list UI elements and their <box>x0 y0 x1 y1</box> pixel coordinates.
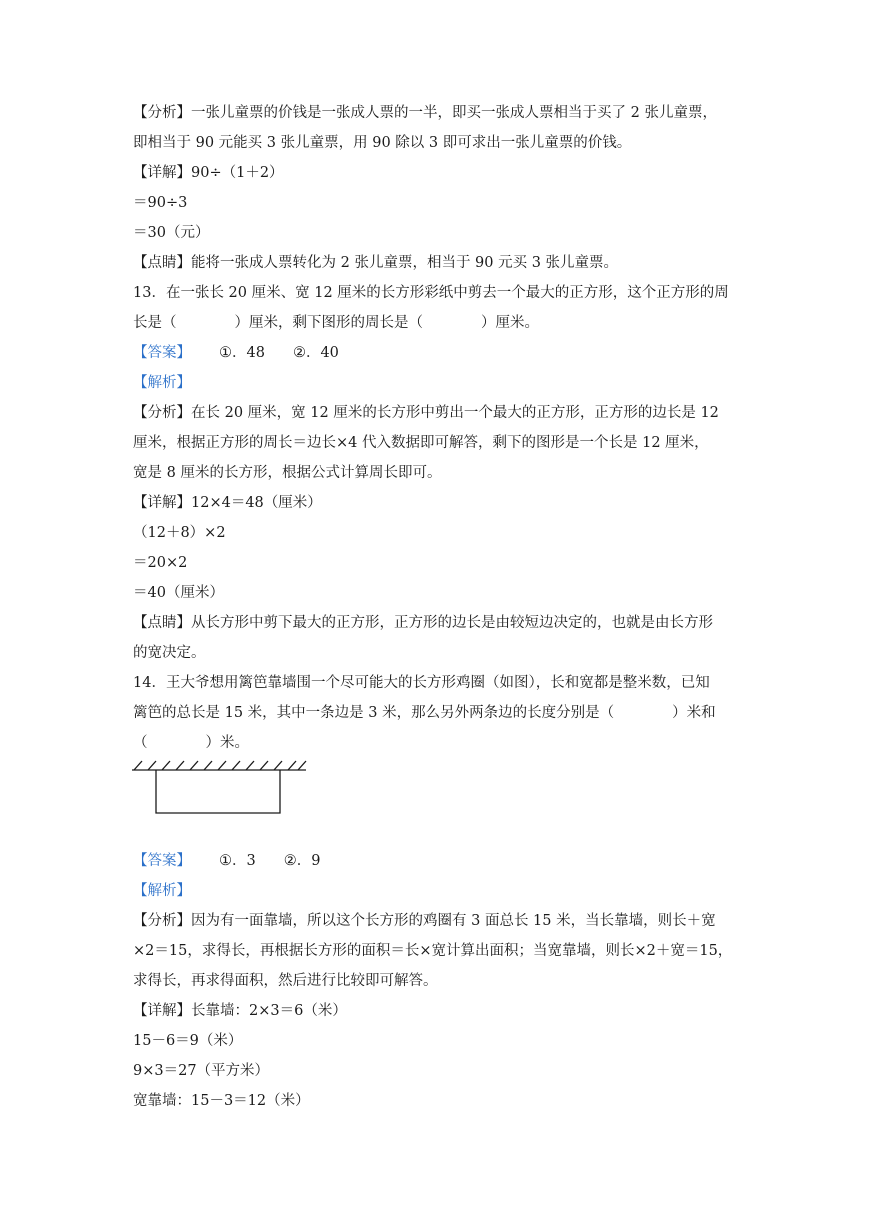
question-14-text: 篱笆的总长是 15 米，其中一条边是 3 米，那么另外两条边的长度分别是（ ）米和 <box>133 705 716 721</box>
answer-2: ②．9 <box>283 853 321 869</box>
question-13-text: 13．在一张长 20 厘米、宽 12 厘米的长方形彩纸中剪去一个最大的正方形，这个正方形的周 <box>133 285 729 301</box>
text-line: 宽靠墙：15－3＝12（米） <box>133 1093 310 1109</box>
text-line: 【详解】长靠墙：2×3＝6（米） <box>133 1003 347 1019</box>
text-line: 9×3＝27（平方米） <box>133 1063 270 1079</box>
answer-tag: 【答案】 <box>133 853 191 869</box>
text-line: ＝20×2 <box>133 555 188 571</box>
text-line: 求得长，再求得面积，然后进行比较即可解答。 <box>133 973 438 989</box>
answer-row-13 <box>133 343 339 363</box>
answer-1: ①．48 <box>219 345 265 361</box>
wall-hatching <box>134 761 306 770</box>
answer-row-14 <box>133 851 320 871</box>
text-line: 【分析】一张儿童票的价钱是一张成人票的一半，即买一张成人票相当于买了 2 张儿童票， <box>133 105 717 121</box>
text-line: 【点睛】从长方形中剪下最大的正方形，正方形的边长是由较短边决定的，也就是由长方形 <box>133 615 713 631</box>
text-line: ×2＝15，求得长，再根据长方形的面积＝长×宽计算出面积；当宽靠墙，则长×2＋宽＝15， <box>133 943 733 959</box>
analysis-tag: 【解析】 <box>133 883 191 899</box>
text-line: ＝40（厘米） <box>133 585 224 601</box>
text-line: 15－6＝9（米） <box>133 1033 243 1049</box>
text-line: 【详解】90÷（1＋2） <box>133 165 284 181</box>
text-line: 宽是 8 厘米的长方形，根据公式计算周长即可。 <box>133 465 442 481</box>
text-line: 【分析】因为有一面靠墙，所以这个长方形的鸡圈有 3 面总长 15 米，当长靠墙，则长＋宽 <box>133 913 716 929</box>
answer-2: ②．40 <box>292 345 339 361</box>
text-line: 厘米，根据正方形的周长＝边长×4 代入数据即可解答，剩下的图形是一个长是 12 厘米， <box>133 435 709 451</box>
text-line: （12＋8）×2 <box>133 525 226 541</box>
question-14-text: 14．王大爷想用篱笆靠墙围一个尽可能大的长方形鸡圈（如图），长和宽都是整米数，已知 <box>133 675 710 691</box>
text-line: ＝30（元） <box>133 225 210 241</box>
text-line: 【详解】12×4＝48（厘米） <box>133 495 322 511</box>
text-line: ＝90÷3 <box>133 195 188 211</box>
answer-1: ①．3 <box>219 853 256 869</box>
text-line: 【点睛】能将一张成人票转化为 2 张儿童票，相当于 90 元买 3 张儿童票。 <box>133 255 619 271</box>
question-14-text: （ ）米。 <box>133 735 249 751</box>
fence-wall-figure <box>130 758 310 818</box>
text-line: 的宽决定。 <box>133 645 206 661</box>
question-13-text: 长是（ ）厘米，剩下图形的周长是（ ）厘米。 <box>133 315 539 331</box>
answer-tag: 【答案】 <box>133 345 191 361</box>
text-line: 即相当于 90 元能买 3 张儿童票，用 90 除以 3 即可求出一张儿童票的价钱。 <box>133 135 632 151</box>
text-line: 【分析】在长 20 厘米，宽 12 厘米的长方形中剪出一个最大的正方形，正方形的边长是 12 <box>133 405 719 421</box>
fence-rectangle <box>156 770 280 813</box>
analysis-tag: 【解析】 <box>133 375 191 391</box>
